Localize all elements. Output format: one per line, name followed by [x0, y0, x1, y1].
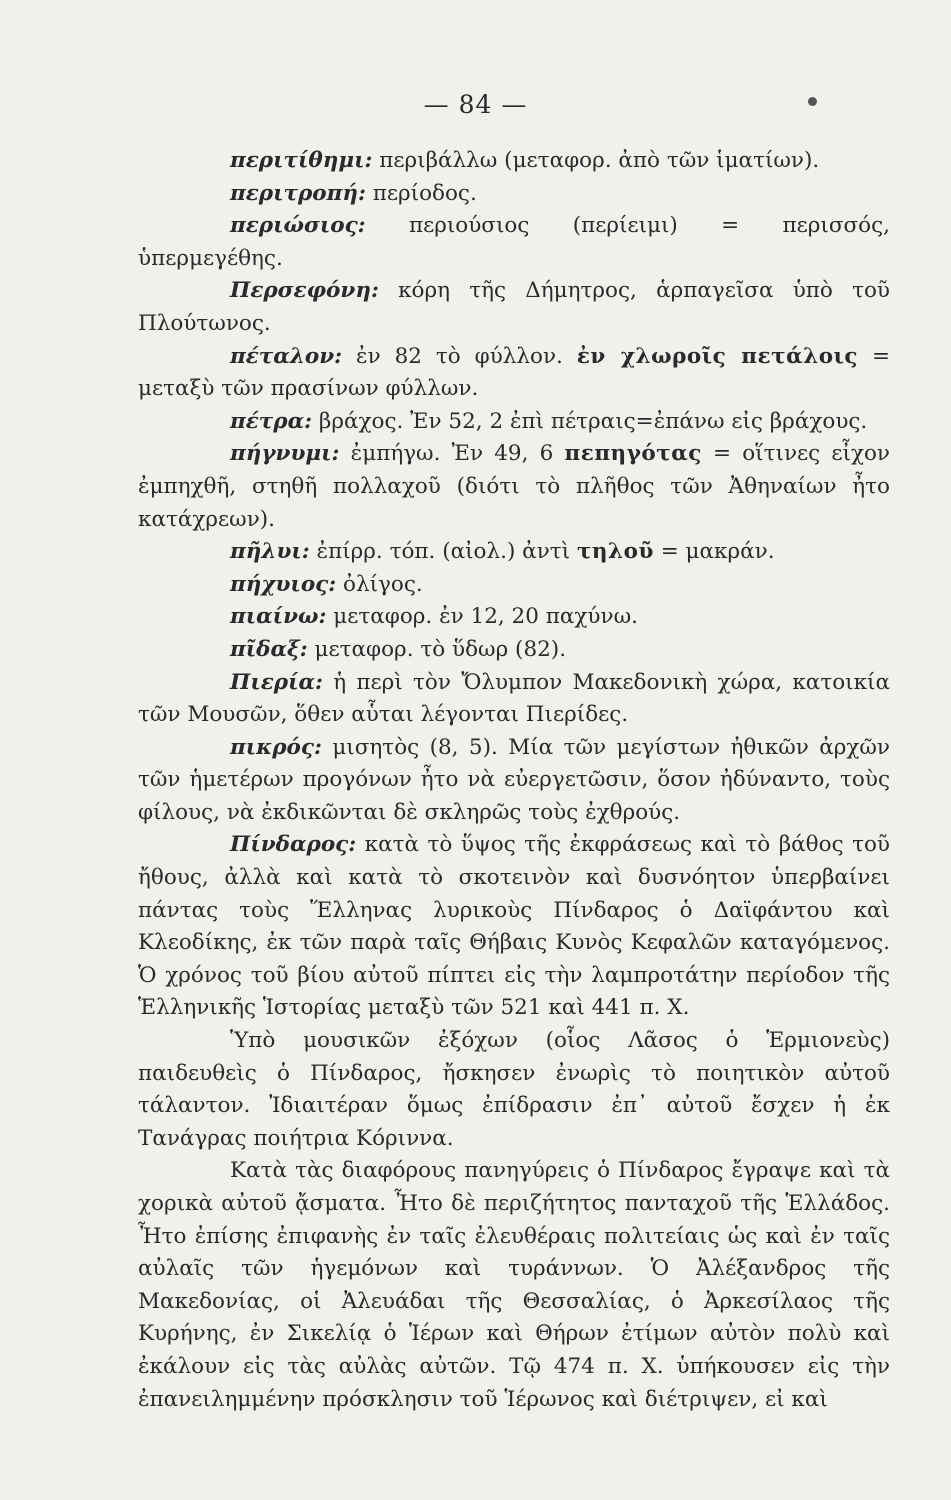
headword: πικρός:: [230, 734, 322, 760]
headword: πήγνυμι:: [230, 441, 340, 467]
entry-pidax: [138, 634, 890, 667]
entry-piaino: [138, 601, 890, 634]
entry-pelyi: [138, 536, 890, 569]
emphasis: ἐν χλωροῖς πετάλοις: [576, 343, 859, 369]
headword: πῖδαξ:: [230, 636, 308, 662]
entry-pindaros: [138, 829, 890, 1025]
headword: περιτροπή:: [230, 180, 366, 206]
definition: ἐμπήγω. Ἐν 49, 6: [339, 441, 565, 467]
entry-peritrope: [138, 178, 890, 211]
definition: μεταφορ. ἐν 12, 20 παχύνω.: [326, 604, 638, 630]
headword: Πίνδαρος:: [230, 832, 357, 858]
entry-pieria: [138, 667, 890, 732]
ink-spot: [808, 97, 817, 106]
emphasis: τηλοῦ: [576, 539, 654, 565]
entry-pikros: [138, 732, 890, 830]
entry-periosios: [138, 210, 890, 275]
emphasis: πεπηγότας: [564, 441, 702, 467]
definition: περίοδος.: [365, 180, 477, 206]
glossary-body: [138, 145, 890, 1416]
page-number: — 84 —: [423, 90, 528, 119]
definition-cont: = οἵτινες εἶχον ἐμπηχθῆ, στηθῆ πολλαχοῦ (διότι τὸ πλῆθος τῶν Ἀθηναίων ἦτο κατάχρεων).: [138, 441, 890, 532]
definition: ἐπίρρ. τόπ. (αἰολ.) ἀντὶ: [309, 539, 577, 565]
headword: πέταλον:: [230, 343, 343, 369]
definition: κατὰ τὸ ὕψος τῆς ἐκφράσεως καὶ τὸ βάθος τοῦ ἤθους, ἀλλὰ καὶ κατὰ τὸ σκοτεινὸν καὶ δυσνόητον ὑπερβαίνει πάντας τοὺς Ἕλληνας λυρικοὺς Πίνδαρος ὁ Δαϊφάντου καὶ Κλεοδίκης, ἐκ τῶν παρὰ ταῖς Θήβαις Κυνὸς Κεφαλῶν καταγόμενος. Ὁ χρόνος τοῦ βίου αὐτοῦ πίπτει εἰς τὴν λαμπροτάτην περίοδον τῆς Ἑλληνικῆς Ἱστορίας μεταξὺ τῶν 521 καὶ 441 π. Χ.: [138, 832, 890, 1021]
paragraph: Κατὰ τὰς διαφόρους πανηγύρεις ὁ Πίνδαρος ἔγραψε καὶ τὰ χορικὰ αὐτοῦ ᾄσματα. Ἦτο δὲ περιζήτητος πανταχοῦ τῆς Ἑλλάδος. Ἦτο ἐπίσης ἐπιφανὴς ἐν ταῖς ἐλευθέραις πολιτείαις ὡς καὶ ἐν ταῖς αὐλαῖς τῶν ἡγεμόνων καὶ τυράννων. Ὁ Ἀλέξανδρος τῆς Μακεδονίας, οἱ Ἀλευάδαι τῆς Θεσσαλίας, ὁ Ἀρκεσίλαος τῆς Κυρήνης, ἐν Σικελίᾳ ὁ Ἱέρων καὶ Θήρων ἐτίμων αὐτὸν πολὺ καὶ ἐκάλουν εἰς τὰς αὐλὰς αὐτῶν. Τῷ 474 π. Χ. ὑπήκουσεν εἰς τὴν ἐπανειλημμένην πρόσκλησιν τοῦ Ἱέρωνος καὶ διέτριψεν, εἰ καὶ: [138, 1158, 890, 1412]
definition: ὀλίγος.: [336, 571, 423, 597]
entry-peritithemi: [138, 145, 890, 178]
definition: κόρη τῆς Δήμητρος, ἁρπαγεῖσα ὑπὸ τοῦ Πλούτωνος.: [138, 278, 890, 336]
headword: περιτίθημι:: [230, 148, 373, 173]
definition: περιούσιος (περίειμι) = περισσός, ὑπερμεγέθης.: [138, 213, 890, 271]
definition-cont: = μακράν.: [653, 539, 775, 565]
definition-cont: = μεταξὺ τῶν πρασίνων φύλλων.: [138, 343, 890, 402]
definition: ἐν 82 τὸ φύλλον.: [342, 343, 577, 369]
entry-pechyios: [138, 569, 890, 602]
headword: Περσεφόνη:: [230, 278, 379, 304]
definition: μισητὸς (8, 5). Μία τῶν μεγίστων ἠθικῶν ἀρχῶν τῶν ἡμετέρων προγόνων ἦτο νὰ εὐεργετῶσιν, ὅσον ἠδύναντο, τοὺς φίλους, νὰ ἐκδικῶνται δὲ σκληρῶς τοὺς ἐχθρούς.: [138, 734, 890, 825]
headword: πῆλυι:: [230, 539, 310, 565]
entry-petalon: [138, 341, 890, 406]
headword: πέτρα:: [230, 408, 313, 434]
headword: πιαίνω:: [230, 604, 327, 630]
entry-pegnymi: [138, 438, 890, 536]
headword: Πιερία:: [230, 669, 323, 695]
definition: περιβάλλω (μεταφορ. ἀπὸ τῶν ἱματίων).: [372, 148, 820, 173]
headword: περιώσιος:: [230, 213, 366, 239]
definition: μεταφορ. τὸ ὕδωρ (82).: [307, 636, 567, 662]
entry-persephone: [138, 275, 890, 340]
definition: βράχος. Ἐν 52, 2 ἐπὶ πέτραις=ἐπάνω εἰς βράχους.: [312, 408, 868, 434]
definition: ἡ περὶ τὸν Ὄλυμπον Μακεδονικὴ χώρα, κατοικία τῶν Μουσῶν, ὅθεν αὗται λέγονται Πιερίδες.: [138, 669, 890, 728]
paragraph: Ὑπὸ μουσικῶν ἐξόχων (οἷος Λᾶσος ὁ Ἑρμιονεὺς) παιδευθεὶς ὁ Πίνδαρος, ἤσκησεν ἐνωρὶς τὸ ποιητικὸν αὐτοῦ τάλαντον. Ἰδιαιτέραν ὅμως ἐπίδρασιν ἐπ᾽ αὐτοῦ ἔσχεν ἡ ἐκ Τανάγρας ποιήτρια Κόριννα.: [138, 1028, 890, 1151]
entry-petra: [138, 406, 890, 439]
headword: πήχυιος:: [230, 571, 337, 597]
